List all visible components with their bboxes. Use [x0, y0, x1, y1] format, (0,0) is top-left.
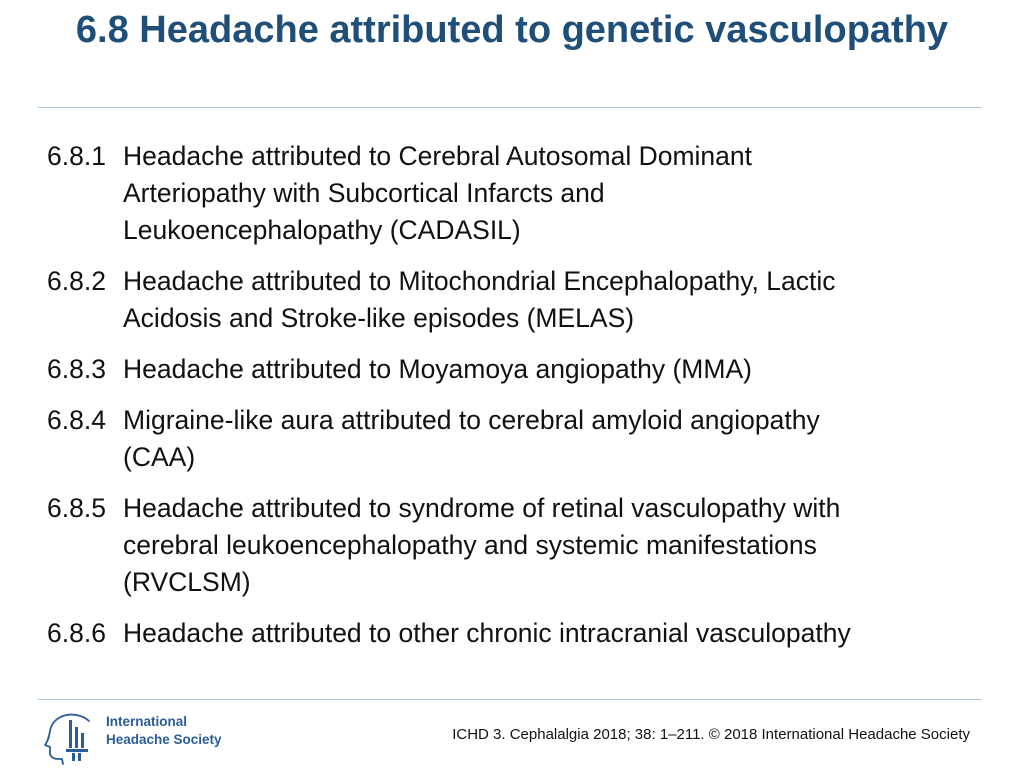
footer-divider: [38, 699, 982, 700]
list-item: [47, 490, 997, 601]
item-text: Headache attributed to other chronic intracranial vasculopathy: [123, 618, 851, 648]
item-number: 6.8.4: [47, 405, 106, 435]
subtype-list: [47, 138, 997, 666]
logo-line-2: Headache Society: [106, 732, 222, 747]
list-item: [47, 138, 997, 249]
list-item: [47, 351, 997, 388]
ihs-logo: [42, 709, 232, 765]
item-number: 6.8.3: [47, 354, 106, 384]
footer-citation: ICHD 3. Cephalalgia 2018; 38: 1–211. © 2018 International Headache Society: [452, 726, 970, 743]
item-number: 6.8.6: [47, 618, 106, 648]
item-number: 6.8.2: [47, 266, 106, 296]
item-text: Headache attributed to Cerebral Autosomal Dominant Arteriopathy with Subcortical Infarcts and Leukoencephalopathy (CADASIL): [123, 141, 752, 245]
list-item: [47, 402, 997, 476]
slide-title: 6.8 Headache attributed to genetic vasculopathy: [75, 9, 949, 51]
item-text: Headache attributed to Moyamoya angiopathy (MMA): [123, 354, 752, 384]
logo-wordmark: [106, 713, 222, 749]
item-number: 6.8.5: [47, 493, 106, 523]
title-divider: [38, 107, 982, 108]
item-text: Headache attributed to Mitochondrial Encephalopathy, Lactic Acidosis and Stroke-like episodes (MELAS): [123, 266, 836, 333]
logo-line-1: International: [106, 714, 188, 729]
list-item: [47, 615, 997, 652]
item-text: Migraine-like aura attributed to cerebral amyloid angiopathy (CAA): [123, 405, 820, 472]
list-item: [47, 263, 997, 337]
ihs-head-profile-icon: [42, 709, 104, 765]
item-text: Headache attributed to syndrome of retinal vasculopathy with cerebral leukoencephalopathy and systemic manifestations (RVCLSM): [123, 493, 841, 597]
item-number: 6.8.1: [47, 141, 106, 171]
